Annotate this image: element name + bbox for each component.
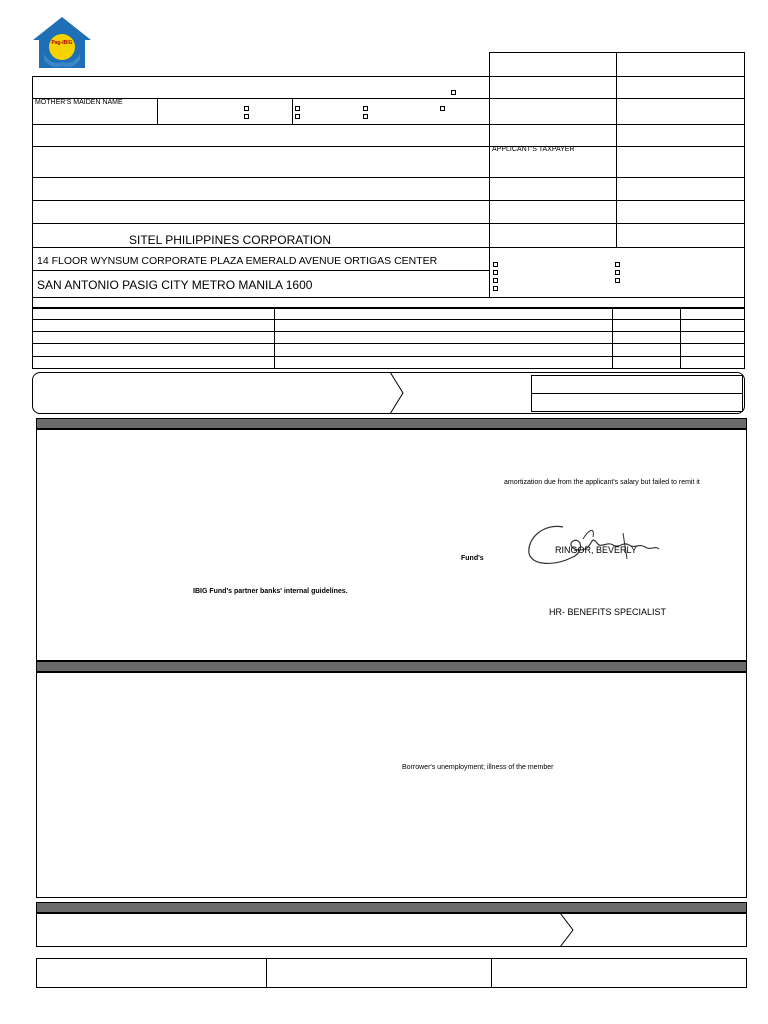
checkbox[interactable]	[493, 262, 498, 267]
checkbox[interactable]	[493, 286, 498, 291]
acknowledgement-section	[36, 913, 747, 947]
amortization-text: amortization due from the applicant's salary but failed to remit it	[504, 479, 700, 486]
applicant-info-grid	[32, 76, 745, 308]
mothers-maiden-name-label: MOTHER'S MAIDEN NAME	[35, 99, 123, 106]
checkbox[interactable]	[244, 114, 249, 119]
employer-address-line2: SAN ANTONIO PASIG CITY METRO MANILA 1600	[37, 278, 313, 292]
signatory-title: HR- BENEFITS SPECIALIST	[549, 607, 667, 617]
employer-address-line1: 14 FLOOR WYNSUM CORPORATE PLAZA EMERALD AVENUE ORTIGAS CENTER	[37, 255, 438, 267]
chevron-right-icon	[389, 372, 405, 414]
checkbox[interactable]	[451, 90, 456, 95]
funds-text: Fund's	[461, 555, 484, 562]
loan-default-section	[36, 672, 747, 898]
checkbox[interactable]	[615, 262, 620, 267]
checkbox[interactable]	[615, 270, 620, 275]
checkbox[interactable]	[363, 106, 368, 111]
logo-text: Pag-IBIG	[51, 40, 73, 46]
section-header-bar	[36, 418, 747, 429]
checkbox[interactable]	[244, 106, 249, 111]
checkbox[interactable]	[363, 114, 368, 119]
top-right-header-block	[489, 52, 745, 77]
bottom-signature-row	[36, 958, 747, 988]
taxpayer-label: APPLICANT'S TAXPAYER	[492, 146, 575, 153]
section-header-bar	[36, 661, 747, 672]
reasons-text: Borrower's unemployment; illness of the member	[402, 764, 554, 771]
employer-name: SITEL PHILIPPINES CORPORATION	[129, 233, 332, 247]
chevron-right-icon	[559, 913, 575, 947]
checkbox[interactable]	[615, 278, 620, 283]
signatory-name: RINGOR, BEVERLY	[555, 545, 637, 555]
partner-banks-text: IBIG Fund's partner banks' internal guidelines.	[193, 588, 348, 595]
pagibig-logo	[32, 16, 92, 70]
checkbox[interactable]	[493, 270, 498, 275]
section-header-bar	[36, 902, 747, 913]
checkbox[interactable]	[295, 106, 300, 111]
loan-history-table	[32, 308, 745, 369]
checkbox[interactable]	[440, 106, 445, 111]
checkbox[interactable]	[493, 278, 498, 283]
checkbox[interactable]	[295, 114, 300, 119]
